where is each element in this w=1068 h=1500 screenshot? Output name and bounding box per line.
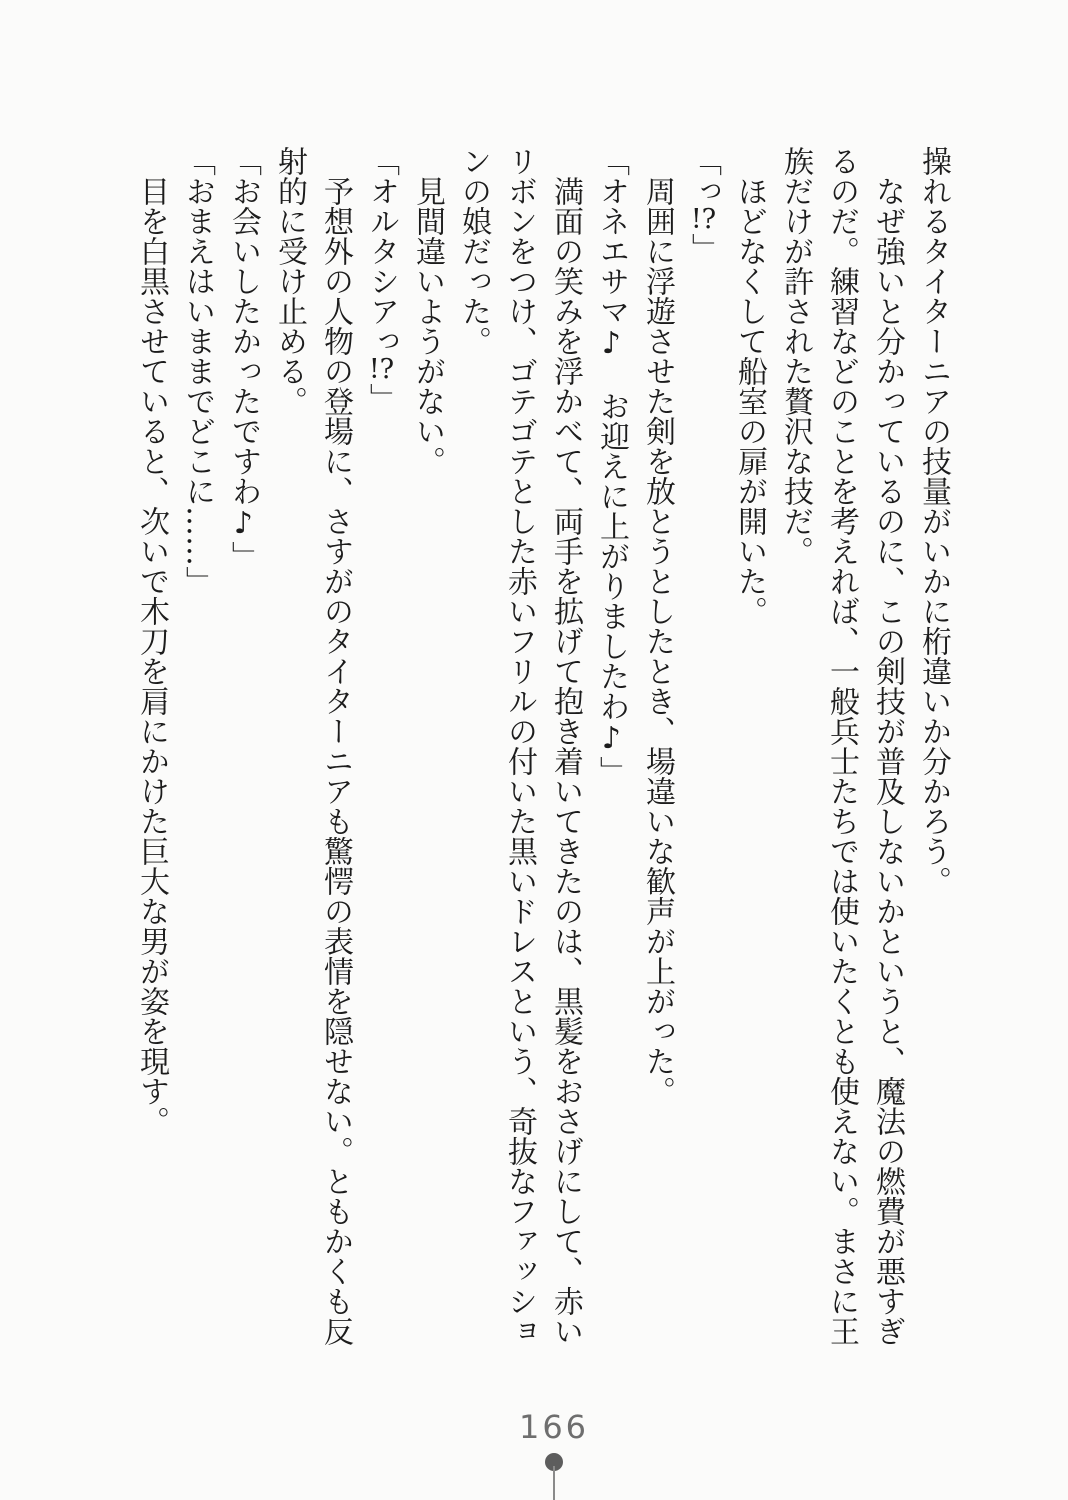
paragraph: 「オネエサマ♪ お迎えに上がりましたわ♪」 bbox=[594, 146, 629, 786]
paragraph: 満面の笑みを浮かべて、両手を拡げて抱き着いてきたのは、黒髪をおさげにして、赤いリボンをつけ、ゴテゴテとした赤いフリルの付いた黒いドレスという、奇抜なファッションの娘だった。 bbox=[456, 146, 583, 1346]
paragraph: ほどなくして船室の扉が開いた。 bbox=[732, 176, 767, 626]
paragraph: 「おまえはいままでどこに……」 bbox=[180, 146, 215, 596]
exclamation-question-tcy: !? bbox=[368, 356, 395, 383]
paragraph: 予想外の人物の登場に、さすがのタイターニアも驚愕の表情を隠せない。ともかくも反射的に受け止める。 bbox=[272, 146, 353, 1346]
footer-line-ornament bbox=[553, 1466, 555, 1500]
exclamation-question-tcy: !? bbox=[690, 206, 717, 233]
paragraph: 見間違いようがない。 bbox=[410, 176, 445, 476]
paragraph: 「っ!?」 bbox=[686, 146, 721, 263]
paragraph: 「オルタシアっ!?」 bbox=[364, 146, 399, 413]
page-text bbox=[128, 146, 956, 1356]
paragraph: なぜ強いと分かっているのに、この剣技が普及しないかというと、魔法の燃費が悪すぎるのだ。練習などのことを考えれば、一般兵士たちでは使いたくとも使えない。まさに王族だけが許された贅沢な技だ。 bbox=[778, 146, 905, 1346]
paragraph: 目を白黒させていると、次いで木刀を肩にかけた巨大な男が姿を現す。 bbox=[134, 176, 169, 1136]
paragraph: 操れるタイターニアの技量がいかに桁違いか分かろう。 bbox=[916, 146, 951, 896]
page-number: 166 bbox=[518, 1408, 590, 1446]
paragraph: 周囲に浮遊させた剣を放とうとしたとき、場違いな歓声が上がった。 bbox=[640, 176, 675, 1106]
paragraph: 「お会いしたかったですわ♪」 bbox=[226, 146, 261, 571]
